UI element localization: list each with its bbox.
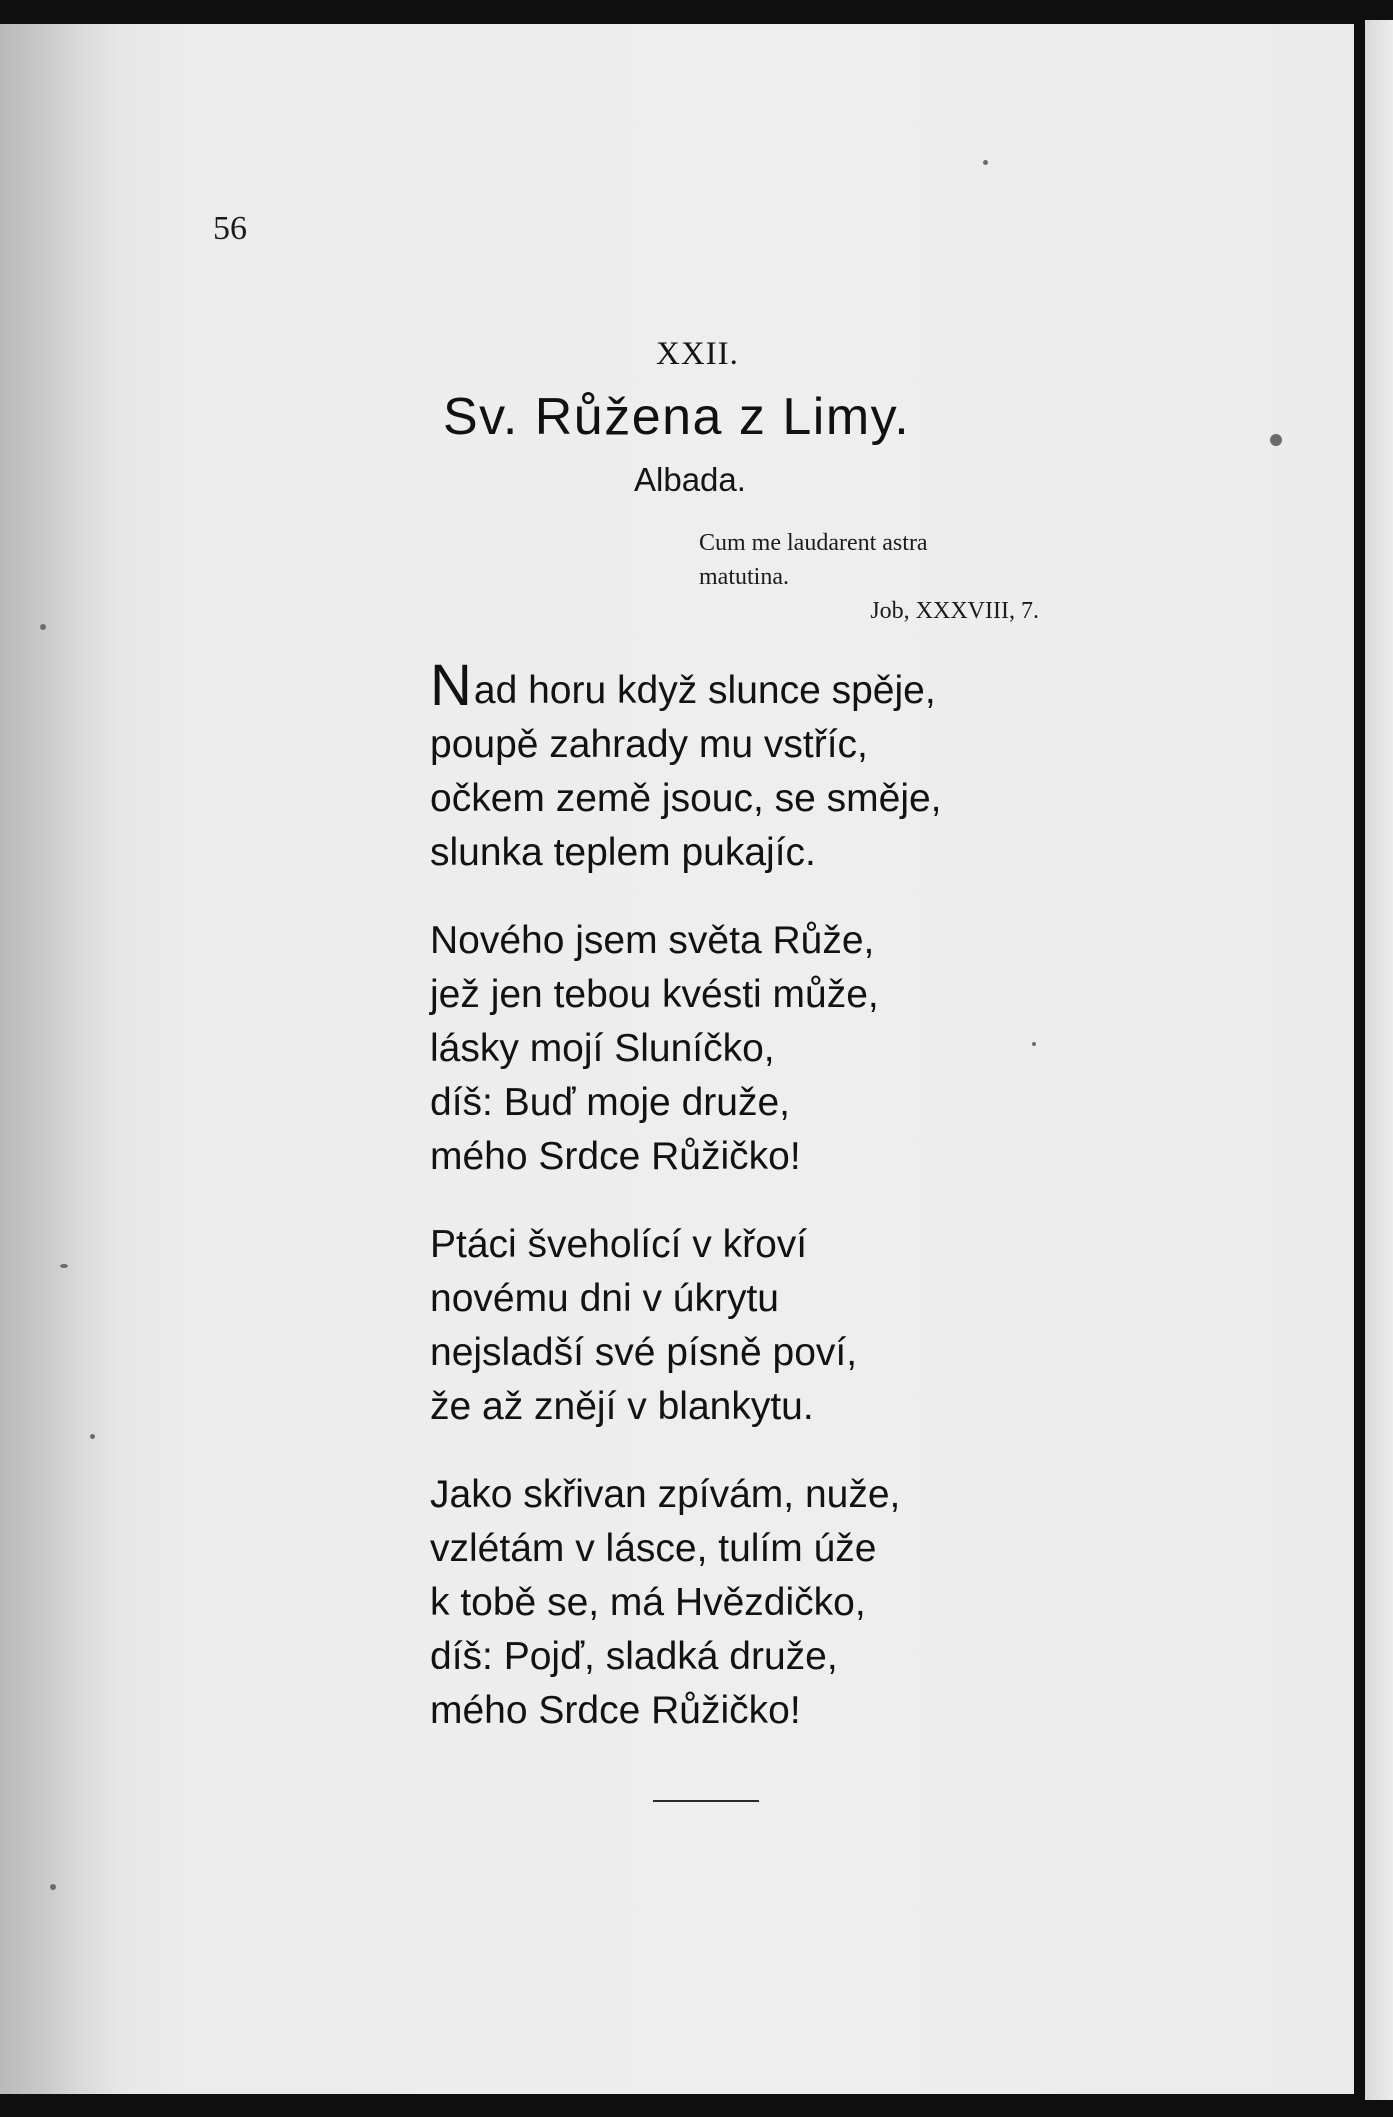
poem-line: slunka teplem pukajíc. [430, 831, 816, 874]
poem-line: mého Srdce Růžičko! [430, 1135, 801, 1178]
book-page [0, 24, 1354, 2094]
poem-line: očkem země jsouc, se směje, [430, 777, 942, 820]
poem-line: že až znějí v blankytu. [430, 1385, 814, 1428]
epigraph-line: matutina. [699, 564, 789, 590]
poem-subtitle: Albada. [634, 461, 746, 498]
poem-line: nejsladší své písně poví, [430, 1331, 858, 1374]
adjacent-page-edge [1365, 20, 1393, 2100]
poem-line: mého Srdce Růžičko! [430, 1689, 801, 1732]
ink-speck [1270, 434, 1282, 446]
drop-cap: N [430, 653, 474, 718]
stanza [430, 1218, 1070, 1434]
poem-line: novému dni v úkrytu [430, 1277, 780, 1320]
poem-line: vzlétám v lásce, tulím úže [430, 1527, 877, 1570]
epigraph-source: Job, XXXVIII, 7. [870, 598, 1039, 624]
poem-line: díš: Pojď, sladká druže, [430, 1635, 838, 1678]
stanza [430, 653, 1070, 880]
poem-line: Ptáci šveholící v křoví [430, 1223, 808, 1266]
ink-speck [50, 1884, 56, 1890]
stanza [430, 1468, 1070, 1738]
ink-speck [90, 1434, 95, 1439]
epigraph-line: Cum me laudarent astra [699, 530, 928, 556]
ink-speck [983, 160, 988, 165]
stanza [430, 914, 1070, 1184]
chapter-number: XXII. [656, 336, 739, 372]
page-number: 56 [213, 210, 247, 247]
end-rule [653, 1800, 759, 1802]
poem-line: díš: Buď moje druže, [430, 1081, 790, 1124]
poem-line: poupě zahrady mu vstříc, [430, 723, 868, 766]
poem-line: jež jen tebou kvésti může, [430, 973, 879, 1016]
poem-line [430, 653, 1070, 718]
poem-line-text: ad horu když slunce spěje, [473, 669, 936, 712]
poem-line: Jako skřivan zpívám, nuže, [430, 1473, 901, 1516]
poem-line: k tobě se, má Hvězdičko, [430, 1581, 866, 1624]
ink-speck [60, 1264, 68, 1268]
epigraph [699, 526, 1039, 628]
poem-line: Nového jsem světa Růže, [430, 919, 875, 962]
ink-speck [40, 624, 46, 630]
poem-body [430, 653, 1070, 1772]
poem-line: lásky mojí Sluníčko, [430, 1027, 775, 1070]
poem-title: Sv. Růžena z Limy. [443, 388, 911, 446]
